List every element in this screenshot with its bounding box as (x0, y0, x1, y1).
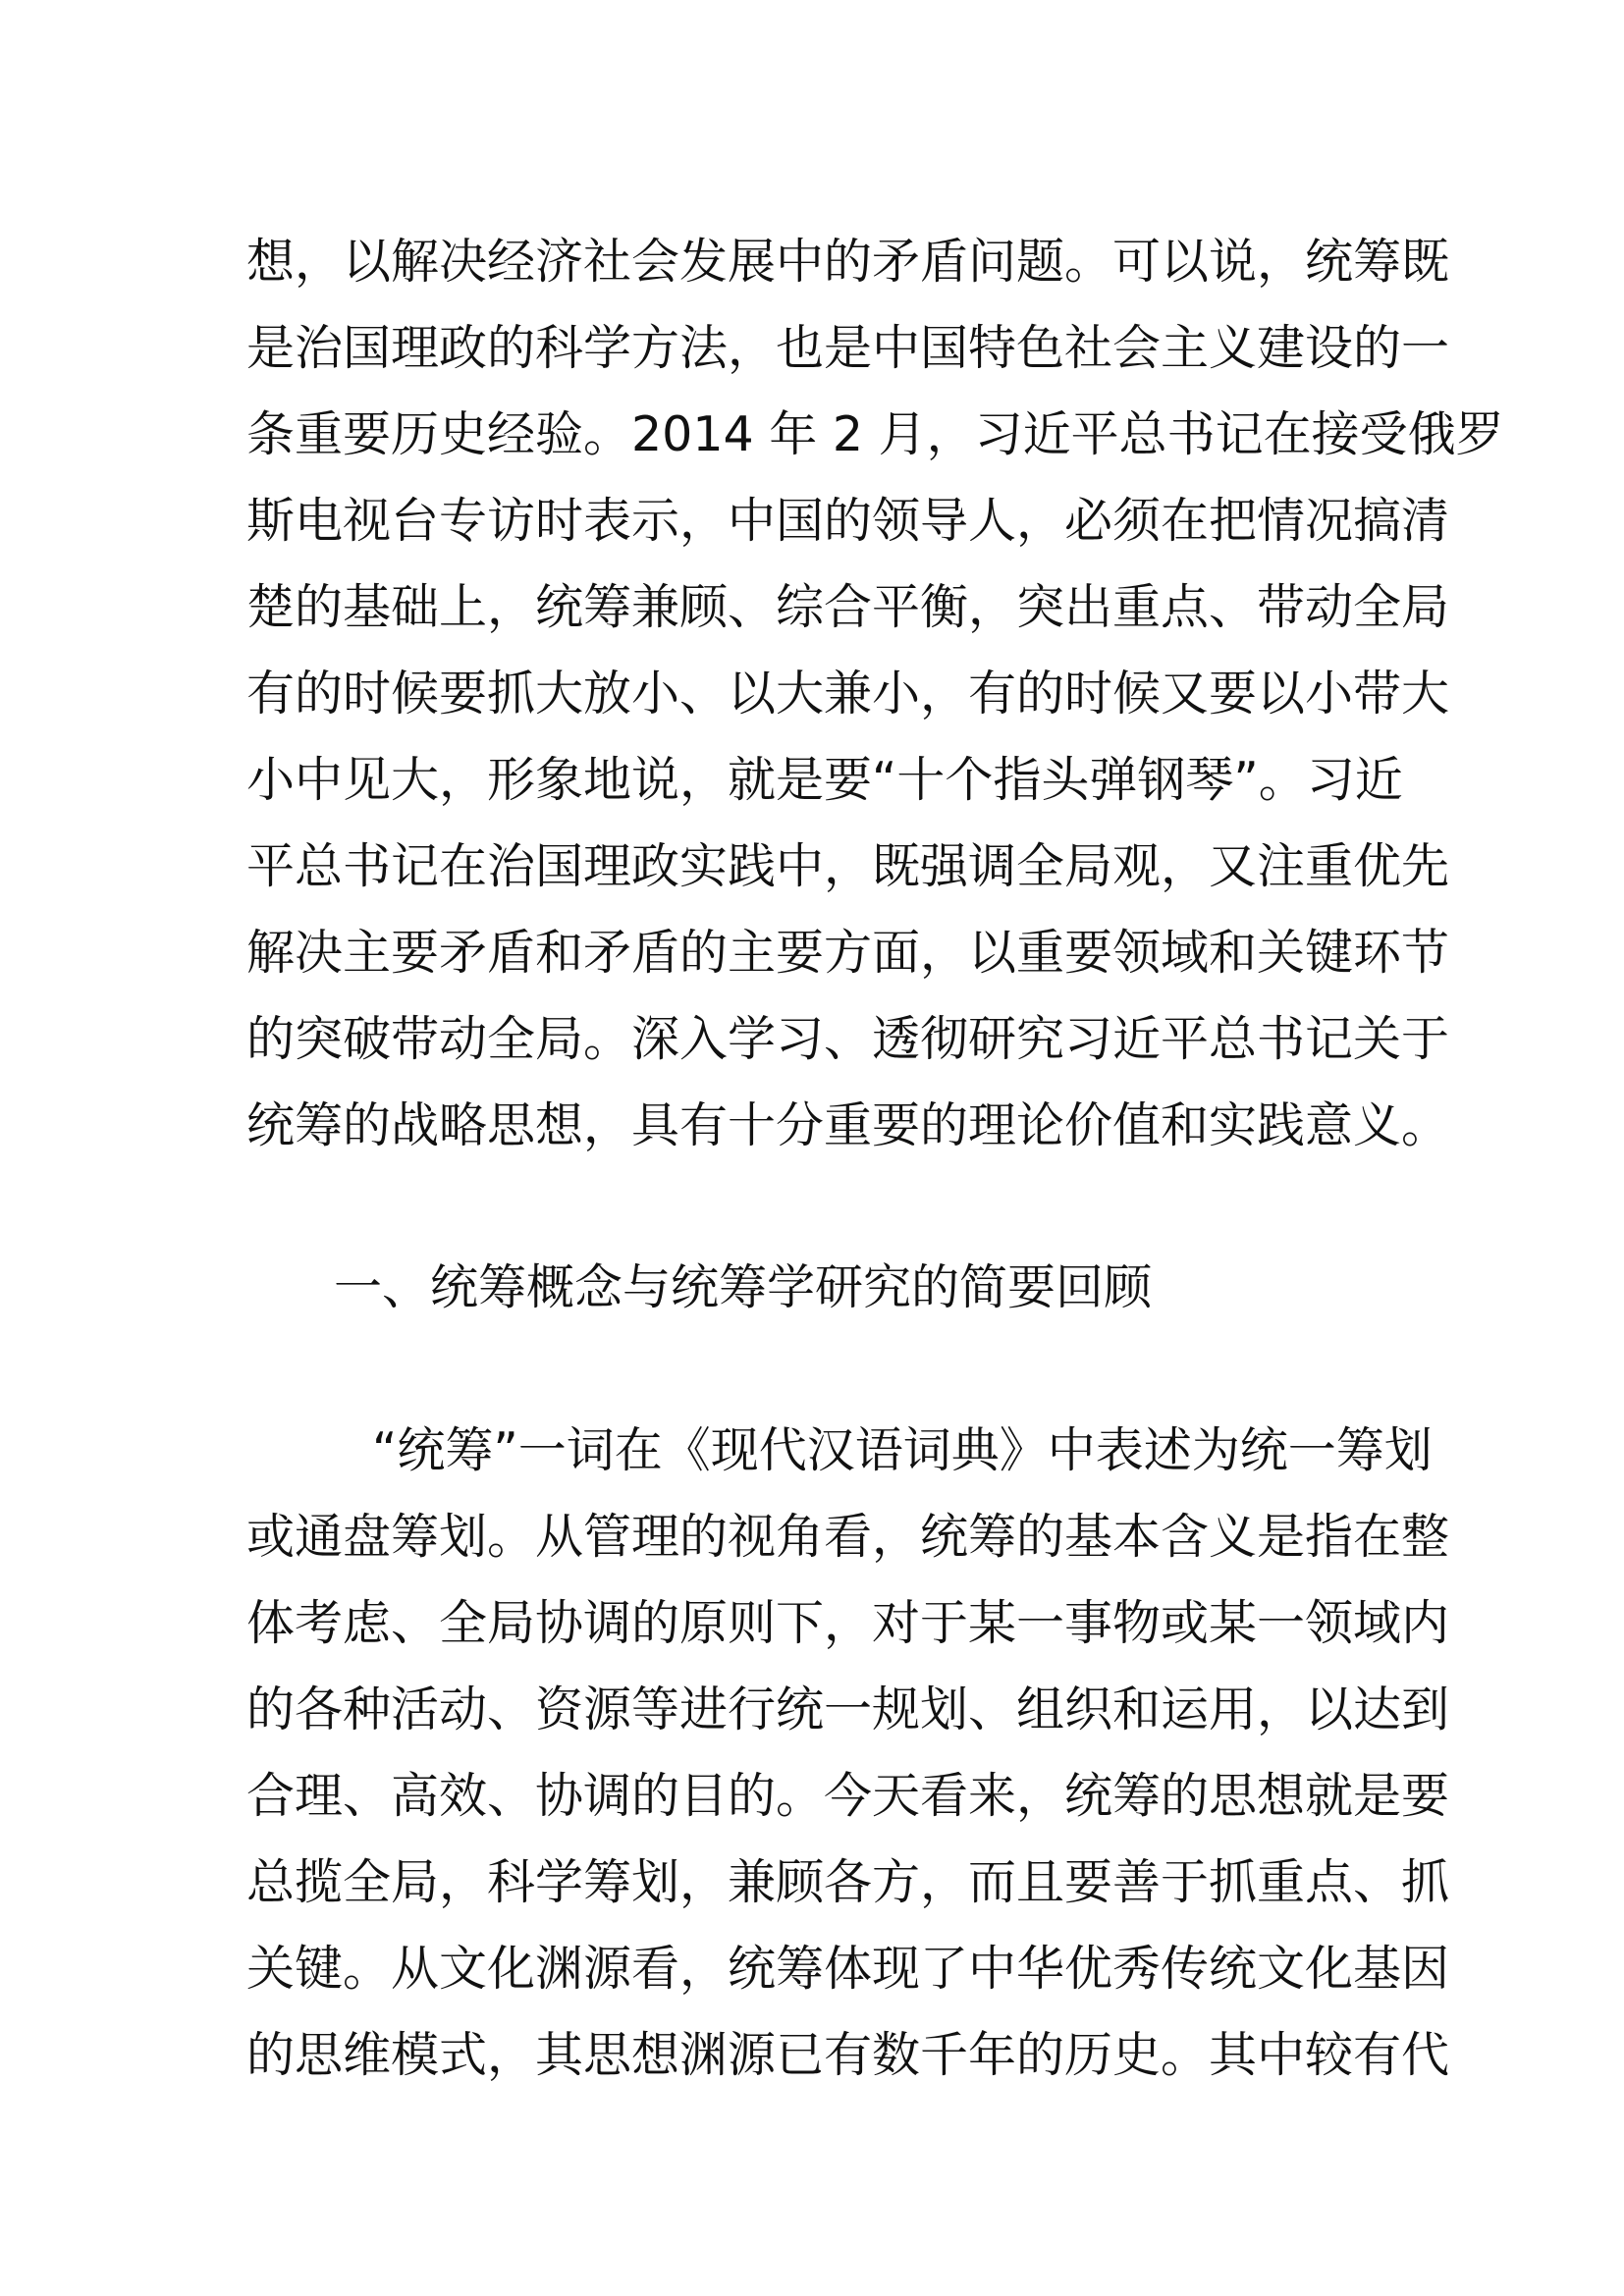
text-line: “统筹”一词在《现代汉语词典》中表述为统一筹划 (372, 1422, 1433, 1478)
text-line: 体考虑、全局协调的原则下，对于某一事物或某一领域内 (246, 1595, 1450, 1651)
text-line: 条重要历史经验。2014 年 2 月，习近平总书记在接受俄罗 (246, 406, 1504, 462)
text-line: 合理、高效、协调的目的。今天看来，统筹的思想就是要 (246, 1768, 1450, 1824)
text-line: 斯电视台专访时表示，中国的领导人，必须在把情况搞清 (246, 493, 1450, 549)
text-line: 的思维模式，其思想渊源已有数千年的历史。其中较有代 (246, 2027, 1450, 2083)
body-paragraph-2 (246, 1408, 1450, 2099)
text-line: 小中见大，形象地说，就是要“十个指头弹钢琴”。习近 (246, 752, 1403, 808)
text-line: 统筹的战略思想，具有十分重要的理论价值和实践意义。 (246, 1097, 1450, 1153)
text-line: 是治国理政的科学方法，也是中国特色社会主义建设的一 (246, 320, 1450, 376)
section-heading (334, 1245, 1384, 1331)
text-line: 总揽全局，科学筹划，兼顾各方，而且要善于抓重点、抓 (246, 1854, 1450, 1910)
text-line: 想，以解决经济社会发展中的矛盾问题。可以说，统筹既 (246, 234, 1450, 290)
text-line: 平总书记在治国理政实践中，既强调全局观，又注重优先 (246, 838, 1450, 894)
text-line: 的各种活动、资源等进行统一规划、组织和运用，以达到 (246, 1682, 1450, 1737)
text-line: 楚的基础上，统筹兼顾、综合平衡，突出重点、带动全局 (246, 579, 1450, 635)
text-line: 关键。从文化渊源看，统筹体现了中华优秀传统文化基因 (246, 1941, 1450, 1997)
text-line: 的突破带动全局。深入学习、透彻研究习近平总书记关于 (246, 1011, 1450, 1067)
text-line: 解决主要矛盾和矛盾的主要方面，以重要领域和关键环节 (246, 925, 1450, 981)
body-paragraph-1 (246, 219, 1504, 1169)
text-line: 或通盘筹划。从管理的视角看，统筹的基本含义是指在整 (246, 1509, 1450, 1565)
text-line: 有的时候要抓大放小、以大兼小，有的时候又要以小带大 (246, 666, 1450, 721)
section-heading-text: 一、统筹概念与统筹学研究的简要回顾 (334, 1259, 1153, 1315)
